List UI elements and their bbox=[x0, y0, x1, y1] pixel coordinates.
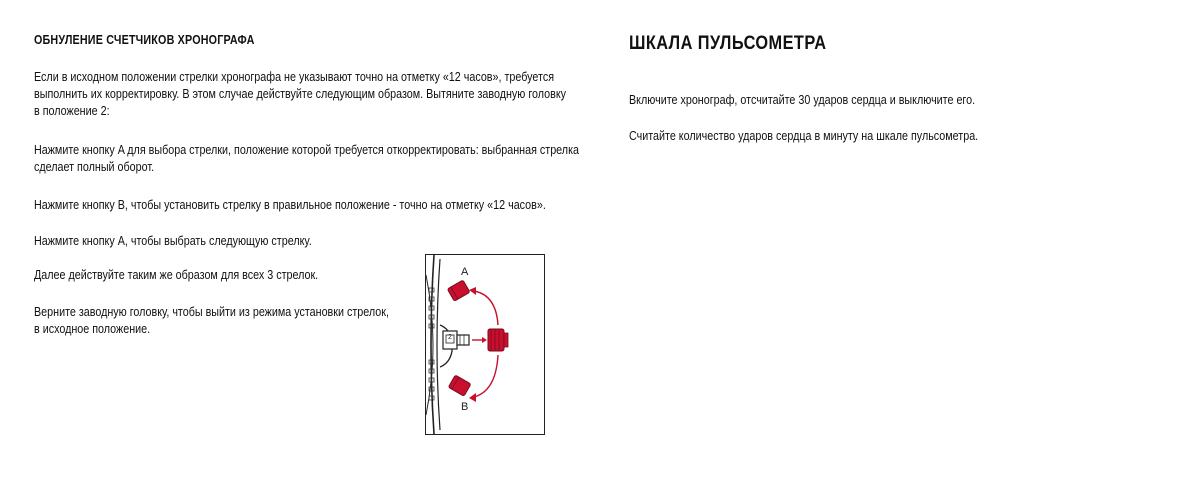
right-page bbox=[595, 0, 1191, 482]
watch-crown-illustration bbox=[425, 254, 545, 435]
text-line: Верните заводную головку, чтобы выйти из режима установки стрелок, bbox=[34, 305, 389, 319]
section-heading-pulsometer: ШКАЛА ПУЛЬСОМЕТРА bbox=[629, 33, 827, 54]
text-line: Если в исходном положении стрелки хронографа не указывают точно на отметку «12 часов», требуется bbox=[34, 70, 555, 84]
pusher-b-label: B bbox=[461, 401, 469, 413]
text-line: Нажмите кнопку A, чтобы выбрать следующую стрелку. bbox=[34, 234, 312, 248]
text-line: в положение 2: bbox=[34, 104, 110, 118]
text-line: Далее действуйте таким же образом для всех 3 стрелок. bbox=[34, 268, 319, 282]
paragraph-pulse-read bbox=[629, 128, 978, 145]
left-page bbox=[0, 0, 595, 482]
crown-position-label: 2 bbox=[448, 334, 452, 341]
pusher-a-label: A bbox=[461, 266, 469, 278]
text-line: Считайте количество ударов сердца в минуту на шкале пульсометра. bbox=[629, 129, 979, 143]
paragraph-all-hands bbox=[34, 267, 318, 284]
watch-side-drawing bbox=[426, 255, 544, 434]
text-line: Нажмите кнопку B, чтобы установить стрелку в правильное положение - точно на отметку «12 часов». bbox=[34, 198, 546, 212]
paragraph-button-a bbox=[34, 142, 579, 176]
text-line: Нажмите кнопку A для выбора стрелки, положение которой требуется откорректировать: выбранная стрелка bbox=[34, 143, 579, 157]
paragraph-return-crown bbox=[34, 304, 389, 338]
section-heading-reset: ОБНУЛЕНИЕ СЧЕТЧИКОВ ХРОНОГРАФА bbox=[34, 33, 255, 47]
text-line: в исходное положение. bbox=[34, 322, 151, 336]
text-line: выполнить их корректировку. В этом случае действуйте следующим образом. Вытяните заводную головку bbox=[34, 87, 567, 101]
text-line: сделает полный оборот. bbox=[34, 160, 155, 174]
paragraph-intro bbox=[34, 69, 566, 120]
paragraph-next-hand bbox=[34, 233, 312, 250]
text-line: Включите хронограф, отсчитайте 30 ударов сердца и выключите его. bbox=[629, 93, 976, 107]
paragraph-button-b bbox=[34, 197, 546, 214]
paragraph-pulse-start bbox=[629, 92, 975, 109]
